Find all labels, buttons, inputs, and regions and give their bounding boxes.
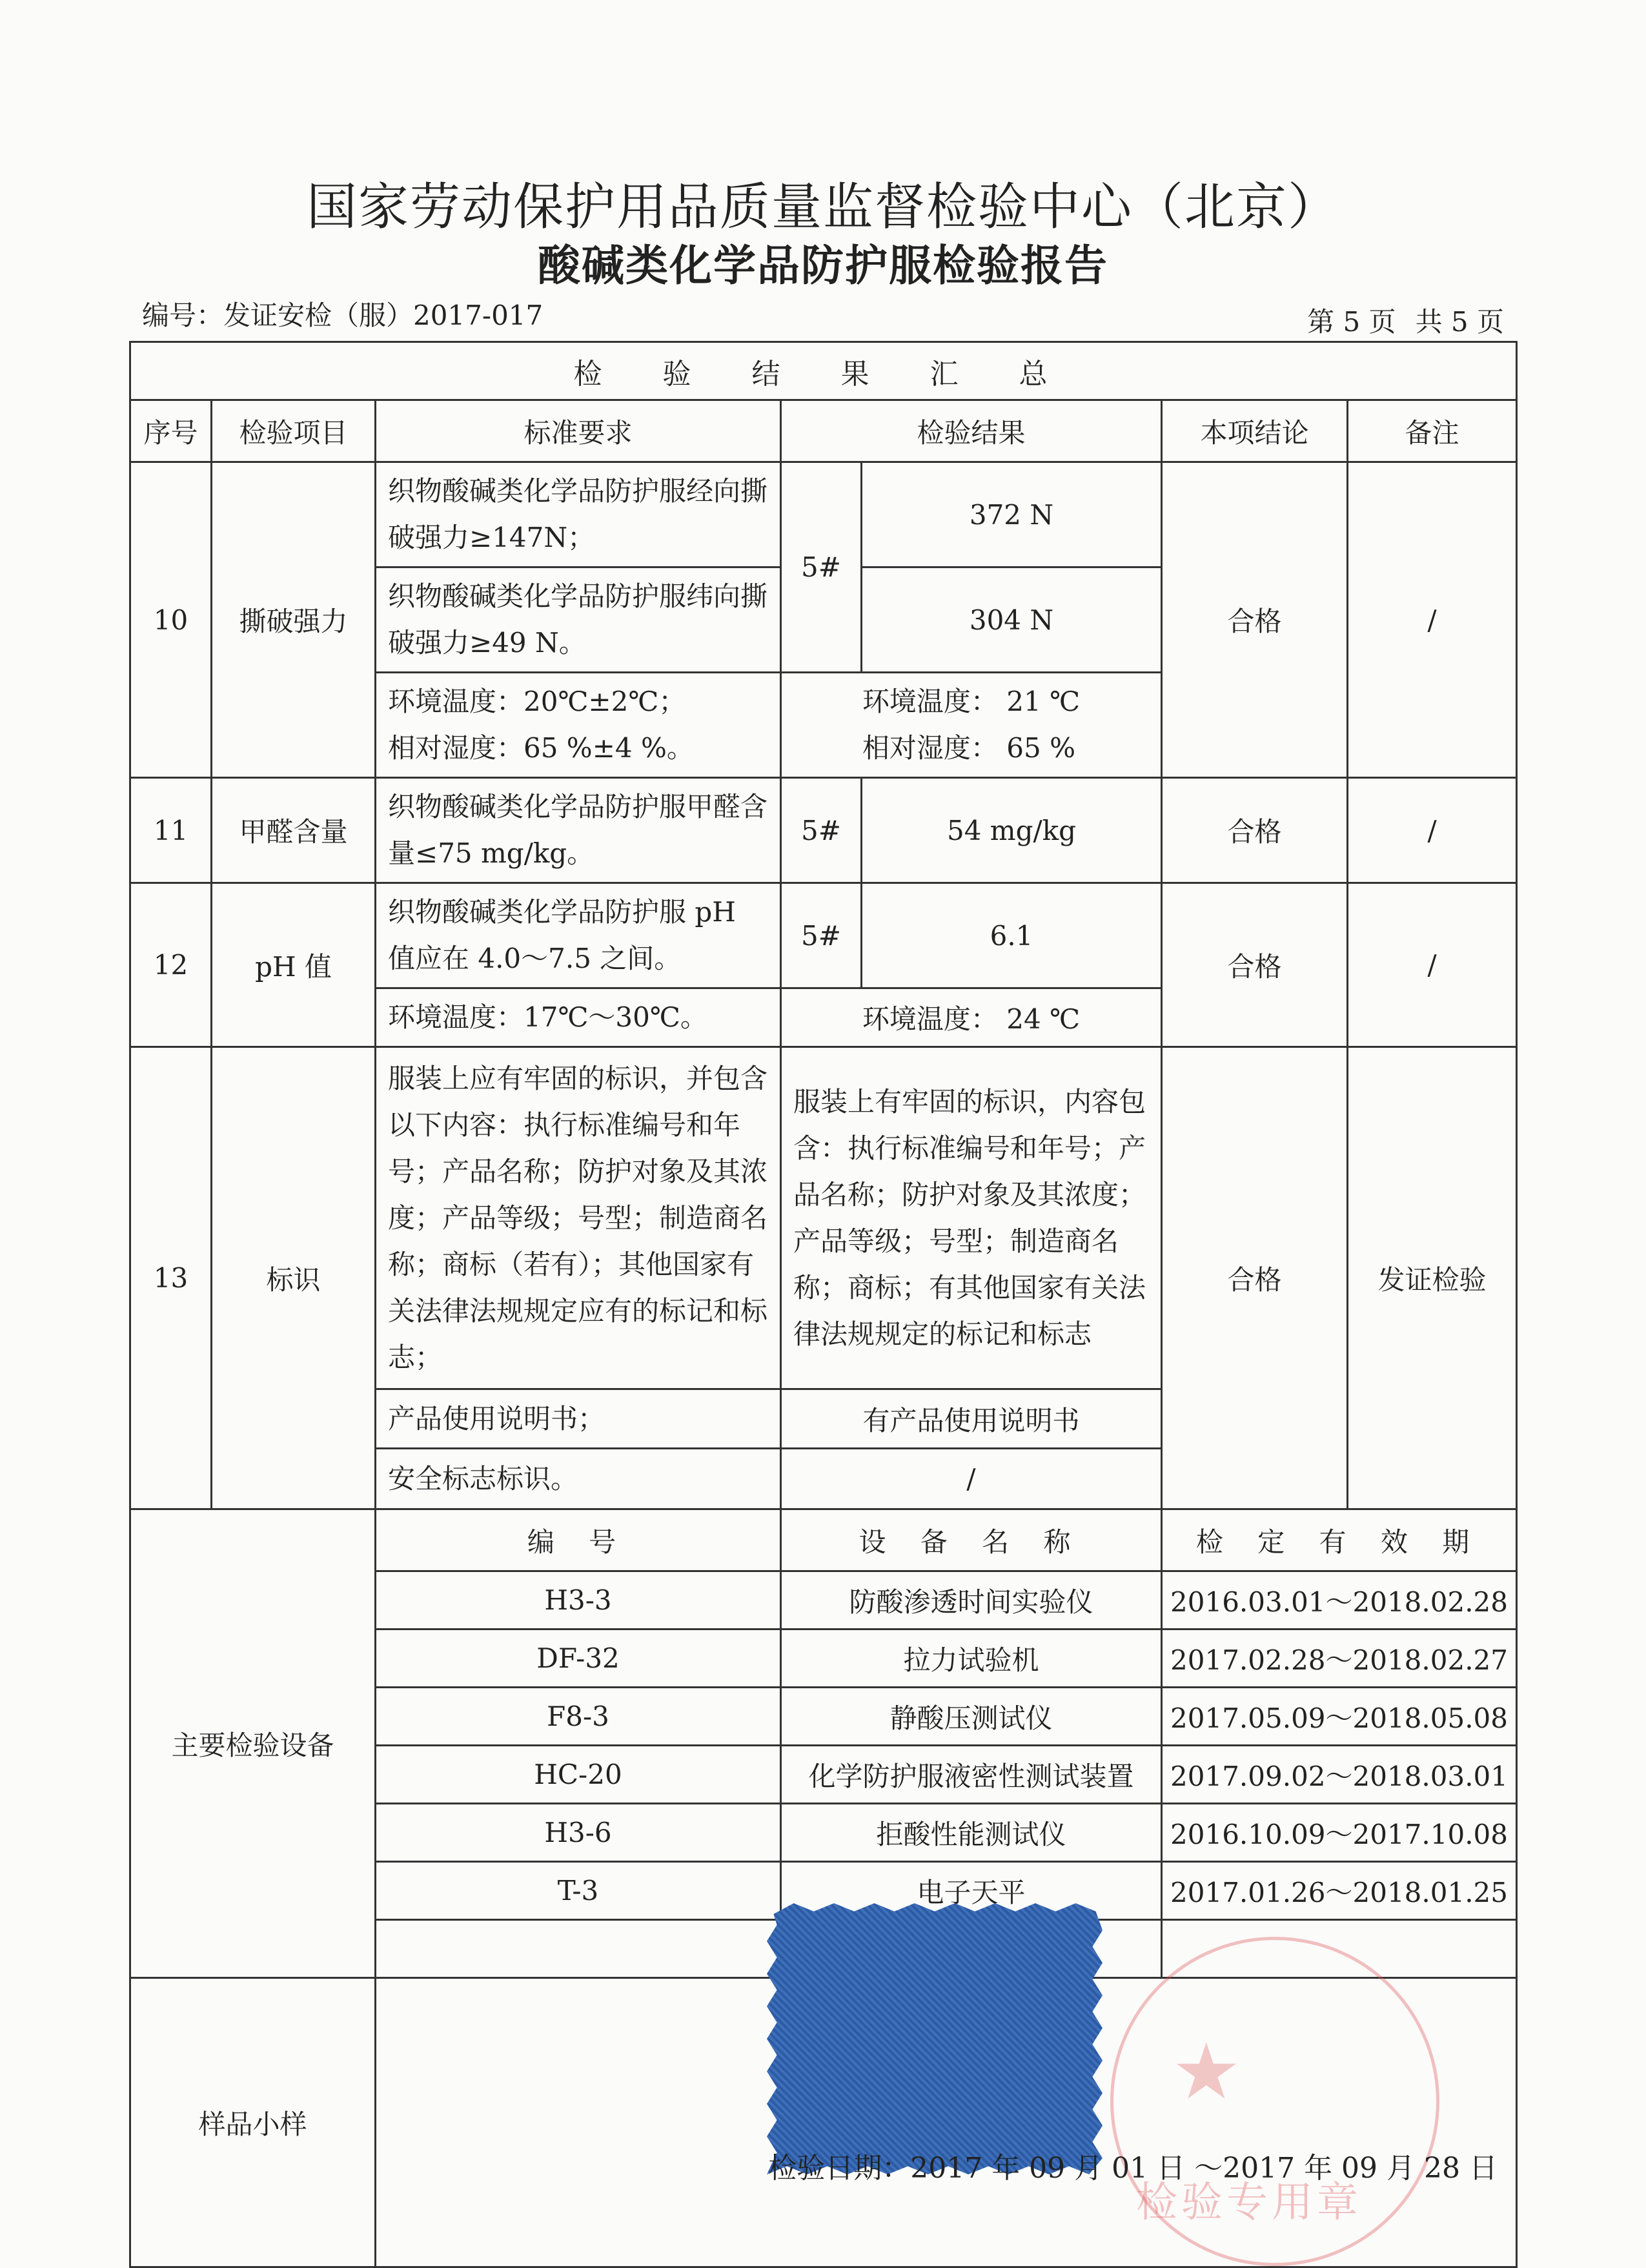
- equipment-name: 静酸压测试仪: [781, 1688, 1162, 1746]
- col-header-result: 检验结果: [781, 400, 1162, 462]
- col-header-no: 序号: [130, 400, 212, 462]
- equipment-col-code: 编 号: [376, 1509, 781, 1571]
- equipment-name: 拒酸性能测试仪: [781, 1804, 1162, 1862]
- equipment-validity: 2017.01.26～2018.01.25: [1162, 1862, 1517, 1920]
- equipment-code-empty: [376, 1920, 781, 1978]
- result-text: /: [781, 1449, 1162, 1509]
- remark: /: [1348, 778, 1517, 883]
- remark: /: [1348, 462, 1517, 778]
- env-res-temperature: 环境温度： 21 ℃: [862, 686, 1081, 717]
- item-no: 13: [130, 1047, 212, 1509]
- fabric-sample-swatch: [767, 1903, 1102, 2174]
- table-row: [130, 883, 1517, 988]
- column-header-row: [130, 400, 1517, 462]
- env-req-humidity: 相对湿度：65 %±4 %。: [388, 732, 694, 764]
- page-number: [1288, 301, 1504, 340]
- sample-no: 5#: [781, 883, 862, 988]
- item-name: pH 值: [212, 883, 376, 1047]
- equipment-name: 防酸渗透时间实验仪: [781, 1571, 1162, 1629]
- equipment-name: 电子天平: [781, 1862, 1162, 1920]
- equipment-code: HC-20: [376, 1746, 781, 1804]
- report-subtitle: 酸碱类化学品防护服检验报告: [538, 241, 1108, 291]
- requirement-text: 织物酸碱类化学品防护服 pH 值应在 4.0～7.5 之间。: [376, 883, 781, 988]
- result-text: 服装上有牢固的标识，内容包含：执行标准编号和年号；产品名称；防护对象及其浓度；产品等级；号型；制造商名称；商标；有其他国家有关法律法规规定的标记和标志: [781, 1047, 1162, 1389]
- result-value: 372 N: [862, 462, 1162, 567]
- requirement-text: 安全标志标识。: [376, 1449, 781, 1509]
- col-header-requirement: 标准要求: [376, 400, 781, 462]
- seal-text: 检验专用章: [1136, 2179, 1362, 2227]
- equipment-code: H3-6: [376, 1804, 781, 1862]
- requirement-text: 织物酸碱类化学品防护服纬向撕破强力≥49 N。: [376, 567, 781, 673]
- conclusion: 合格: [1162, 883, 1348, 1047]
- equipment-code: F8-3: [376, 1688, 781, 1746]
- equipment-header-row: [130, 1509, 1517, 1571]
- conclusion: 合格: [1162, 462, 1348, 778]
- equipment-code: H3-3: [376, 1571, 781, 1629]
- item-no: 12: [130, 883, 212, 1047]
- item-name: 撕破强力: [212, 462, 376, 778]
- table-row: [130, 462, 1517, 567]
- equipment-validity: 2016.03.01～2018.02.28: [1162, 1571, 1517, 1629]
- remark: /: [1348, 883, 1517, 1047]
- equipment-validity: 2017.02.28～2018.02.27: [1162, 1629, 1517, 1688]
- equipment-name: 化学防护服液密性测试装置: [781, 1746, 1162, 1804]
- requirement-text: 织物酸碱类化学品防护服经向撕破强力≥147N；: [376, 462, 781, 567]
- requirement-text: 产品使用说明书；: [376, 1389, 781, 1449]
- sample-no: 5#: [781, 462, 862, 673]
- item-no: 11: [130, 778, 212, 883]
- requirement-text: 织物酸碱类化学品防护服甲醛含量≤75 mg/kg。: [376, 778, 781, 883]
- env-req-temperature: 环境温度：20℃±2℃；: [388, 686, 686, 717]
- equipment-name: 拉力试验机: [781, 1629, 1162, 1688]
- environment-result: 环境温度： 24 ℃: [781, 988, 1162, 1047]
- col-header-item: 检验项目: [212, 400, 376, 462]
- summary-title: 检 验 结 果 汇 总: [130, 342, 1517, 400]
- remark: 发证检验: [1348, 1047, 1517, 1509]
- sample-label: 样品小样: [130, 1978, 376, 2267]
- col-header-remark: 备注: [1348, 400, 1517, 462]
- equipment-label: 主要检验设备: [130, 1509, 376, 1978]
- result-value: 304 N: [862, 567, 1162, 673]
- result-text: 有产品使用说明书: [781, 1389, 1162, 1449]
- report-title: 国家劳动保护用品质量监督检验中心（北京）: [306, 178, 1339, 236]
- requirement-text: 服装上应有牢固的标识，并包含以下内容：执行标准编号和年号；产品名称；防护对象及其浓度；产品等级；号型；制造商名称；商标（若有）；其他国家有关法律法规规定应有的标记和标志；: [376, 1047, 781, 1389]
- environment-result: [781, 673, 1162, 778]
- item-name: 标识: [212, 1047, 376, 1509]
- conclusion: 合格: [1162, 778, 1348, 883]
- environment-requirement: [376, 673, 781, 778]
- sample-no: 5#: [781, 778, 862, 883]
- col-header-conclusion: 本项结论: [1162, 400, 1348, 462]
- equipment-code: T-3: [376, 1862, 781, 1920]
- result-value: 6.1: [862, 883, 1162, 988]
- table-row: [130, 1047, 1517, 1389]
- page-label: 第 5 页: [1307, 306, 1396, 338]
- equipment-col-name: 设 备 名 称: [781, 1509, 1162, 1571]
- conclusion: 合格: [1162, 1047, 1348, 1509]
- equipment-code: DF-32: [376, 1629, 781, 1688]
- equipment-validity: 2017.09.02～2018.03.01: [1162, 1746, 1517, 1804]
- env-res-humidity: 相对湿度： 65 %: [862, 732, 1075, 764]
- table-row: [130, 778, 1517, 883]
- document-number: 编号：发证安检（服）2017-017: [142, 300, 544, 331]
- environment-requirement: 环境温度：17℃～30℃。: [376, 988, 781, 1047]
- equipment-validity: 2016.10.09～2017.10.08: [1162, 1804, 1517, 1862]
- item-name: 甲醛含量: [212, 778, 376, 883]
- seal-star-icon: ★: [1172, 2027, 1241, 2117]
- total-pages-label: 共 5 页: [1415, 306, 1504, 338]
- equipment-col-validity: 检 定 有 效 期: [1162, 1509, 1517, 1571]
- result-value: 54 mg/kg: [862, 778, 1162, 883]
- equipment-validity: 2017.05.09～2018.05.08: [1162, 1688, 1517, 1746]
- inspection-date: 检验日期：2017 年 09 月 01 日 ～2017 年 09 月 28 日: [768, 2152, 1498, 2185]
- item-no: 10: [130, 462, 212, 778]
